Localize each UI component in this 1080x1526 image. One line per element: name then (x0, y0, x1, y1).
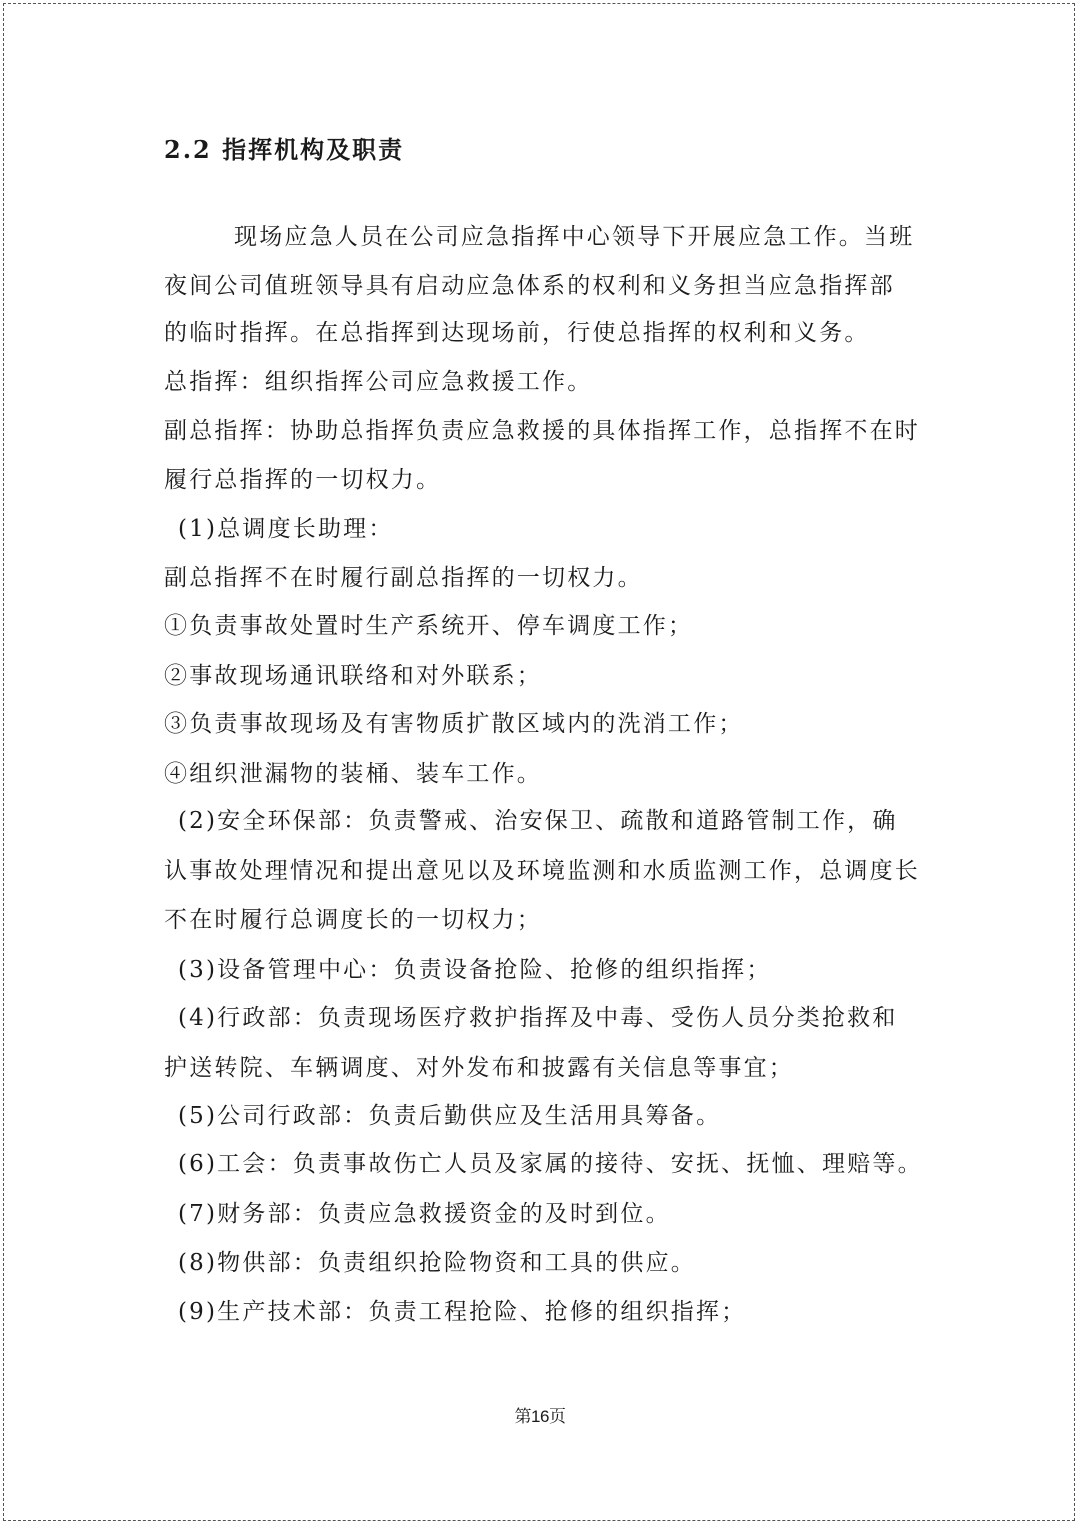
paragraph-line: (5)公司行政部：负责后勤供应及生活用具筹备。 (178, 1103, 722, 1129)
page-number: 第16页 (514, 1407, 566, 1426)
paragraph-line: (9)生产技术部：负责工程抢险、抢修的组织指挥； (178, 1299, 747, 1325)
paragraph-line: (1)总调度长助理： (178, 516, 394, 542)
paragraph-line: ①负责事故处置时生产系统开、停车调度工作； (164, 613, 694, 639)
paragraph-line: 副总指挥：协助总指挥负责应急救援的具体指挥工作，总指挥不在时 (164, 418, 920, 444)
paragraph-line: (4)行政部：负责现场医疗救护指挥及中毒、受伤人员分类抢救和 (178, 1005, 898, 1031)
paragraph-line: 护送转院、车辆调度、对外发布和披露有关信息等事宜； (164, 1055, 794, 1081)
paragraph-line: (2)安全环保部：负责警戒、治安保卫、疏散和道路管制工作，确 (178, 808, 898, 834)
paragraph-line: ④组织泄漏物的装桶、装车工作。 (164, 761, 542, 787)
paragraph-line: 的临时指挥。在总指挥到达现场前，行使总指挥的权利和义务。 (164, 320, 870, 346)
paragraph-line: (6)工会：负责事故伤亡人员及家属的接待、安抚、抚恤、理赔等。 (178, 1151, 923, 1177)
paragraph-line: ③负责事故现场及有害物质扩散区域内的洗消工作； (164, 711, 744, 737)
section-heading: 2.2 指挥机构及职责 (164, 135, 405, 164)
paragraph-line: (3)设备管理中心：负责设备抢险、抢修的组织指挥； (178, 957, 772, 983)
paragraph-line: 认事故处理情况和提出意见以及环境监测和水质监测工作，总调度长 (164, 858, 920, 884)
paragraph-line: 现场应急人员在公司应急指挥中心领导下开展应急工作。当班 (234, 224, 915, 250)
paragraph-line: (8)物供部：负责组织抢险物资和工具的供应。 (178, 1250, 696, 1276)
paragraph-line: 副总指挥不在时履行副总指挥的一切权力。 (164, 565, 643, 591)
paragraph-line: 不在时履行总调度长的一切权力； (164, 907, 542, 933)
paragraph-line: 夜间公司值班领导具有启动应急体系的权利和义务担当应急指挥部 (164, 273, 895, 299)
paragraph-line: ②事故现场通讯联络和对外联系； (164, 663, 542, 689)
paragraph-line: 总指挥：组织指挥公司应急救援工作。 (164, 369, 593, 395)
paragraph-line: (7)财务部：负责应急救援资金的及时到位。 (178, 1201, 671, 1227)
paragraph-line: 履行总指挥的一切权力。 (164, 467, 442, 493)
